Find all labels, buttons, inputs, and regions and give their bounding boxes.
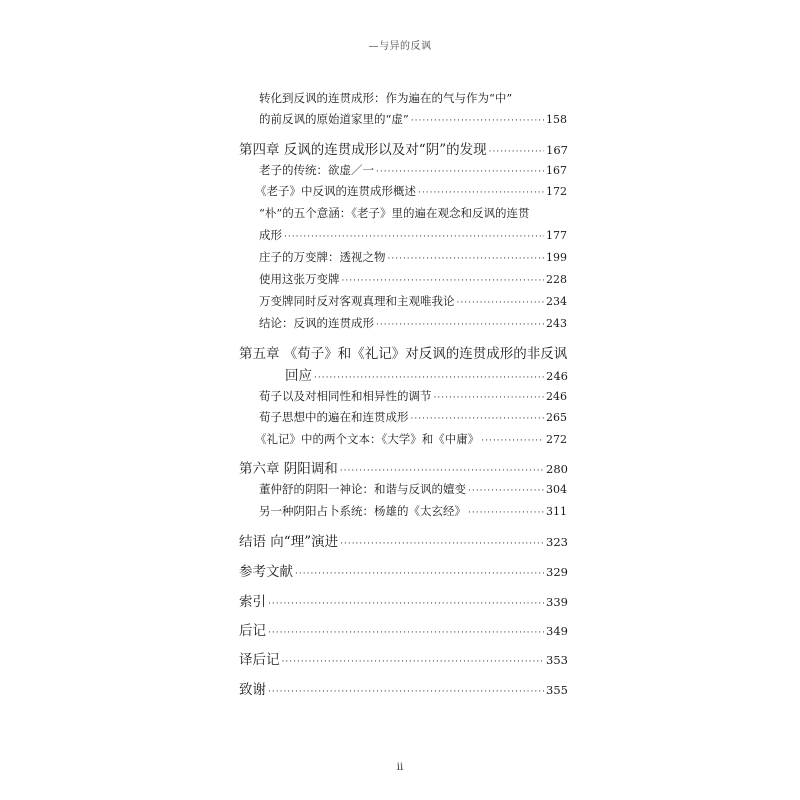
dot-leader bbox=[411, 116, 544, 126]
toc-page-number: 246 bbox=[546, 390, 567, 403]
toc-page-number: 172 bbox=[546, 185, 567, 198]
dot-leader bbox=[376, 167, 544, 177]
toc-entry-title: 转化到反讽的连贯成形：作为遍在的气与作为“中” bbox=[259, 91, 513, 105]
toc-chapter-4[interactable] bbox=[239, 138, 568, 158]
toc-entry[interactable] bbox=[259, 409, 567, 425]
toc-translator-afterword[interactable] bbox=[239, 648, 568, 668]
toc-page-number: 329 bbox=[546, 565, 568, 579]
toc-afterword[interactable] bbox=[239, 619, 568, 639]
toc-page-number: 339 bbox=[546, 595, 568, 609]
toc-entry[interactable] bbox=[259, 315, 567, 331]
toc-page-number: 246 bbox=[546, 369, 568, 383]
dot-leader bbox=[434, 393, 545, 403]
page-number-footer: ii bbox=[396, 762, 404, 773]
toc-entry[interactable] bbox=[259, 388, 567, 404]
toc-page-number: 199 bbox=[546, 251, 567, 264]
toc-entry-title: “朴”的五个意涵：《老子》里的遍在观念和反讽的连贯 bbox=[259, 206, 530, 220]
toc-entry-title: 成形 bbox=[259, 228, 282, 242]
toc-entry-title: 结论：反讽的连贯成形 bbox=[259, 316, 374, 330]
toc-entry-line bbox=[259, 90, 567, 106]
dot-leader bbox=[342, 276, 545, 286]
toc-page-number: 355 bbox=[546, 683, 568, 697]
dot-leader bbox=[268, 687, 544, 697]
toc-page-number: 311 bbox=[546, 505, 567, 518]
chapter-title: 第六章 阴阳调和 bbox=[239, 461, 338, 477]
dot-leader bbox=[388, 254, 545, 264]
dot-leader bbox=[457, 298, 545, 308]
chapter-title: 第五章 《荀子》和《礼记》对反讽的连贯成形的非反讽 bbox=[239, 346, 568, 362]
toc-entry-title: 荀子以及对相同性和相异性的调节 bbox=[259, 389, 432, 403]
running-head: —与异的反讽 bbox=[368, 41, 432, 52]
toc-page-number: 167 bbox=[546, 164, 567, 177]
dot-leader bbox=[468, 486, 544, 496]
dot-leader bbox=[411, 414, 545, 424]
toc-entry[interactable] bbox=[259, 162, 567, 178]
toc-entry-title: 致谢 bbox=[239, 682, 266, 698]
toc-entry-title: 荀子思想中的遍在和连贯成形 bbox=[259, 410, 409, 424]
toc-entry[interactable] bbox=[259, 111, 567, 127]
toc-entry-title: 另一种阴阳占卜系统：杨雄的《太玄经》 bbox=[259, 504, 466, 518]
dot-leader bbox=[489, 147, 544, 157]
toc-entry-title: 使用这张万变牌 bbox=[259, 272, 340, 286]
toc-entry-title: 董仲舒的阴阳一神论：和谐与反讽的嬗变 bbox=[259, 482, 466, 496]
toc-page-number: 304 bbox=[546, 483, 567, 496]
dot-leader bbox=[268, 628, 544, 638]
toc-entry[interactable] bbox=[259, 293, 567, 309]
toc-page-number: 280 bbox=[546, 462, 568, 476]
dot-leader bbox=[284, 232, 544, 242]
toc-entry-title: 后记 bbox=[239, 623, 266, 639]
toc-entry-title: 庄子的万变牌：透视之物 bbox=[259, 250, 386, 264]
toc-page-number: 243 bbox=[546, 317, 567, 330]
toc-page-number: 272 bbox=[546, 433, 567, 446]
toc-chapter-5-line bbox=[239, 342, 568, 362]
toc-entry[interactable] bbox=[259, 227, 567, 243]
toc-entry[interactable] bbox=[259, 249, 567, 265]
dot-leader bbox=[282, 657, 545, 667]
dot-leader bbox=[418, 188, 544, 198]
toc-chapter-5[interactable] bbox=[285, 364, 568, 384]
dot-leader bbox=[268, 599, 544, 609]
toc-entry-title: 参考文献 bbox=[239, 564, 293, 580]
toc-entry-title: 《老子》中反讽的连贯成形概述 bbox=[255, 184, 416, 198]
toc-page-number: 323 bbox=[546, 535, 568, 549]
chapter-title: 第四章 反讽的连贯成形以及对“阴”的发现 bbox=[239, 142, 487, 158]
dot-leader bbox=[481, 436, 544, 446]
toc-references[interactable] bbox=[239, 560, 568, 580]
toc-acknowledgements[interactable] bbox=[239, 678, 568, 698]
toc-page-number: 158 bbox=[546, 113, 567, 126]
dot-leader bbox=[376, 320, 544, 330]
toc-entry-title: 译后记 bbox=[239, 652, 280, 668]
chapter-title: 回应 bbox=[285, 368, 312, 384]
toc-page-number: 177 bbox=[546, 229, 567, 242]
dot-leader bbox=[340, 539, 544, 549]
toc-page-number: 234 bbox=[546, 295, 567, 308]
toc-entry[interactable] bbox=[255, 431, 567, 447]
toc-chapter-6[interactable] bbox=[239, 457, 568, 477]
toc-entry[interactable] bbox=[259, 503, 567, 519]
toc-entry-title: 《礼记》中的两个文本：《大学》和《中庸》 bbox=[255, 432, 480, 446]
dot-leader bbox=[468, 508, 544, 518]
toc-page-number: 265 bbox=[546, 411, 567, 424]
toc-entry-line bbox=[259, 205, 567, 221]
toc-index[interactable] bbox=[239, 590, 568, 610]
dot-leader bbox=[340, 466, 544, 476]
dot-leader bbox=[314, 373, 544, 383]
toc-entry[interactable] bbox=[259, 271, 567, 287]
toc-page-number: 228 bbox=[546, 273, 567, 286]
toc-entry-title: 老子的传统：欲虚／一 bbox=[259, 163, 374, 177]
toc-entry-title: 结语 向“理”演进 bbox=[239, 534, 339, 550]
toc-page-number: 167 bbox=[546, 143, 568, 157]
toc-entry-title: 万变牌同时反对客观真理和主观唯我论 bbox=[259, 294, 455, 308]
toc-conclusion[interactable] bbox=[239, 530, 568, 550]
toc-entry-title: 索引 bbox=[239, 594, 266, 610]
toc-entry[interactable] bbox=[259, 481, 567, 497]
toc-page-number: 349 bbox=[546, 624, 568, 638]
toc-entry[interactable] bbox=[255, 183, 567, 199]
toc-page-number: 353 bbox=[546, 653, 568, 667]
dot-leader bbox=[295, 569, 544, 579]
toc-entry-title: 的前反讽的原始道家里的“虚” bbox=[259, 112, 409, 126]
